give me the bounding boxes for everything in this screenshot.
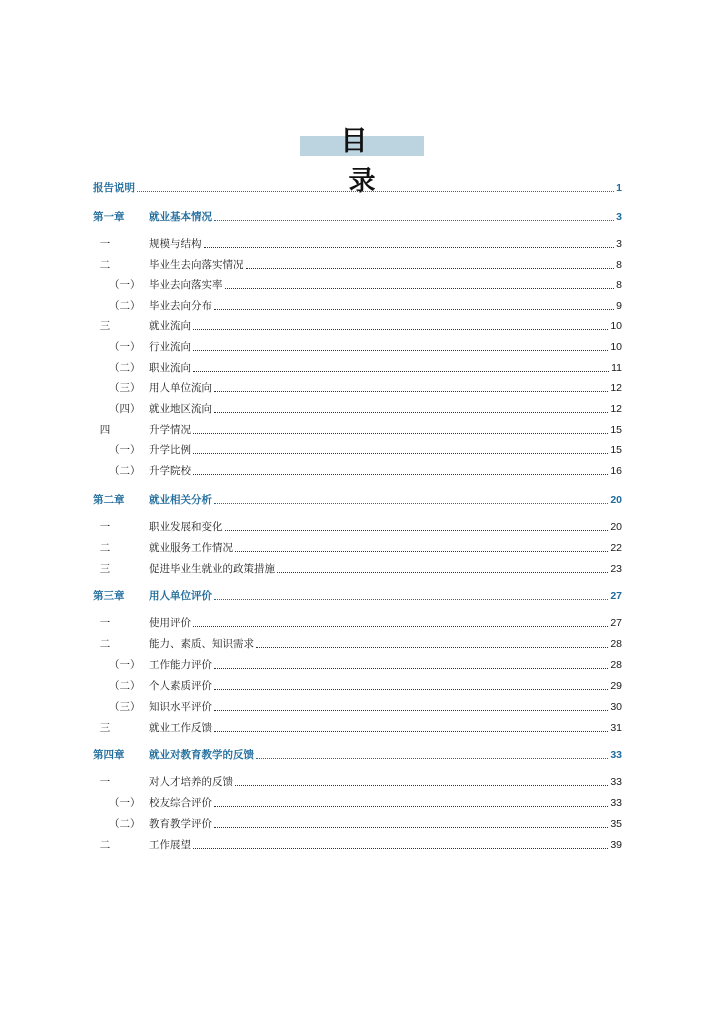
- dot-leader: [214, 689, 608, 690]
- toc-entry-label: 工作能力评价: [149, 659, 212, 671]
- toc-entry-sub[interactable]: [93, 357, 622, 375]
- toc-entry-sub[interactable]: [93, 295, 622, 313]
- toc-entry-section[interactable]: [93, 612, 622, 630]
- toc-entry-label: 个人素质评价: [149, 680, 212, 692]
- toc-entry-page-number: 20: [610, 521, 622, 533]
- dot-leader: [256, 647, 608, 648]
- toc-entry-label: 升学院校: [149, 465, 191, 477]
- toc-entry-page-number: 12: [610, 403, 622, 415]
- dot-leader: [137, 191, 614, 192]
- toc-entry-page-number: 16: [610, 465, 622, 477]
- dot-leader: [193, 848, 608, 849]
- toc-entry-chapter[interactable]: [93, 585, 622, 603]
- dot-leader: [193, 474, 608, 475]
- toc-entry-page-number: 15: [610, 424, 622, 436]
- page-title: 目 录: [340, 126, 392, 197]
- dot-leader: [204, 247, 615, 248]
- toc-entry-label: 使用评价: [149, 617, 191, 629]
- toc-entry-label: 就业流向: [149, 320, 191, 332]
- toc-entry-label: 就业基本情况: [149, 211, 212, 223]
- toc-entry-section[interactable]: [93, 254, 622, 272]
- dot-leader: [256, 758, 608, 759]
- toc-entry-sub[interactable]: [93, 460, 622, 478]
- toc-entry-label: 促进毕业生就业的政策措施: [149, 563, 275, 575]
- toc-entry-page-number: 20: [610, 494, 622, 506]
- dot-leader: [214, 599, 608, 600]
- toc-entry-number: 二: [99, 839, 111, 851]
- toc-entry-page-number: 29: [610, 680, 622, 692]
- toc-entry-label: 毕业生去向落实情况: [149, 259, 244, 271]
- toc-entry-label: 升学情况: [149, 424, 191, 436]
- toc-entry-page-number: 1: [616, 182, 622, 194]
- toc-entry-section[interactable]: [93, 419, 622, 437]
- dot-leader: [246, 268, 615, 269]
- toc-entry-page-number: 15: [610, 444, 622, 456]
- toc-entry-number: （三）: [109, 701, 141, 713]
- toc-entry-section[interactable]: [93, 516, 622, 534]
- dot-leader: [225, 530, 609, 531]
- dot-leader: [214, 220, 614, 221]
- toc-entry-number: 一: [99, 521, 111, 533]
- toc-entry-sub[interactable]: [93, 813, 622, 831]
- toc-entry-label: 职业发展和变化: [149, 521, 223, 533]
- toc-entry-page-number: 33: [610, 749, 622, 761]
- toc-entry-number: （二）: [109, 465, 141, 477]
- title-box: [314, 122, 409, 197]
- toc-entry-section[interactable]: [93, 633, 622, 651]
- toc-entry-sub[interactable]: [93, 792, 622, 810]
- toc-entry-number: （一）: [109, 797, 141, 809]
- toc-entry-label: 校友综合评价: [149, 797, 212, 809]
- toc-entry-sub[interactable]: [93, 377, 622, 395]
- dot-leader: [193, 329, 608, 330]
- toc-entry-number: （四）: [109, 403, 141, 415]
- toc-entry-page-number: 10: [610, 341, 622, 353]
- toc-entry-number: 三: [99, 563, 111, 575]
- toc-entry-number: 四: [99, 424, 111, 436]
- toc-entry-label: 规模与结构: [149, 238, 202, 250]
- dot-leader: [214, 309, 614, 310]
- toc-entry-number: 一: [99, 238, 111, 250]
- dot-leader: [214, 391, 608, 392]
- toc-entry-label: 职业流向: [149, 362, 191, 374]
- dot-leader: [214, 668, 608, 669]
- dot-leader: [214, 503, 608, 504]
- toc-entry-number: （一）: [109, 341, 141, 353]
- dot-leader: [214, 827, 608, 828]
- toc-entry-number: 第四章: [93, 749, 125, 761]
- toc-entry-page-number: 33: [610, 776, 622, 788]
- toc-entry-section[interactable]: [93, 834, 622, 852]
- toc-entry-number: （一）: [109, 659, 141, 671]
- toc-entry-chapter[interactable]: [93, 489, 622, 507]
- toc-entry-number: （一）: [109, 279, 141, 291]
- toc-entry-sub[interactable]: [93, 336, 622, 354]
- toc-entry-label: 就业服务工作情况: [149, 542, 233, 554]
- toc-entry-page-number: 30: [610, 701, 622, 713]
- toc-entry-page-number: 8: [616, 259, 622, 271]
- toc-entry-page-number: 39: [610, 839, 622, 851]
- toc-entry-section[interactable]: [93, 558, 622, 576]
- toc-entry-sub[interactable]: [93, 439, 622, 457]
- dot-leader: [214, 710, 608, 711]
- toc-entry-label: 能力、素质、知识需求: [149, 638, 254, 650]
- toc-entry-label: 对人才培养的反馈: [149, 776, 233, 788]
- dot-leader: [225, 288, 615, 289]
- toc-entry-number: 三: [99, 722, 111, 734]
- toc-entry-sub[interactable]: [93, 398, 622, 416]
- toc-entry-number: 第二章: [93, 494, 125, 506]
- toc-entry-page-number: 27: [610, 617, 622, 629]
- toc-entry-label: 工作展望: [149, 839, 191, 851]
- toc-entry-label: 就业地区流向: [149, 403, 212, 415]
- toc-entry-number: 三: [99, 320, 111, 332]
- toc-entry-label: 报告说明: [93, 182, 135, 194]
- toc-entry-section[interactable]: [93, 771, 622, 789]
- dot-leader: [214, 806, 608, 807]
- toc-entry-page-number: 28: [610, 659, 622, 671]
- toc-entry-number: 一: [99, 776, 111, 788]
- toc-entry-page-number: 22: [610, 542, 622, 554]
- toc-entry-label: 教育教学评价: [149, 818, 212, 830]
- toc-entry-number: 一: [99, 617, 111, 629]
- toc-entry-number: （一）: [109, 444, 141, 456]
- toc-entry-page-number: 33: [610, 797, 622, 809]
- toc-entry-number: （二）: [109, 818, 141, 830]
- toc-entry-page-number: 31: [610, 722, 622, 734]
- toc-entry-sub[interactable]: [93, 274, 622, 292]
- toc-entry-number: （二）: [109, 300, 141, 312]
- toc-entry-sub[interactable]: [93, 654, 622, 672]
- toc-entry-section[interactable]: [93, 717, 622, 735]
- toc-entry-page-number: 28: [610, 638, 622, 650]
- toc-entry-label: 就业相关分析: [149, 494, 212, 506]
- toc-entry-number: 第一章: [93, 211, 125, 223]
- toc-entry-number: （二）: [109, 680, 141, 692]
- toc-entry-section[interactable]: [93, 315, 622, 333]
- toc-entry-label: 就业工作反馈: [149, 722, 212, 734]
- toc-entry-page-number: 12: [610, 382, 622, 394]
- toc-entry-number: 第三章: [93, 590, 125, 602]
- toc-entry-page-number: 10: [610, 320, 622, 332]
- toc-entry-label: 毕业去向落实率: [149, 279, 223, 291]
- toc-entry-label: 毕业去向分布: [149, 300, 212, 312]
- dot-leader: [193, 433, 608, 434]
- toc-entry-number: 二: [99, 542, 111, 554]
- toc-entry-page-number: 8: [616, 279, 622, 291]
- toc-entry-chapter[interactable]: [93, 177, 622, 195]
- toc-entry-section[interactable]: [93, 233, 622, 251]
- toc-entry-page-number: 23: [610, 563, 622, 575]
- dot-leader: [193, 371, 609, 372]
- dot-leader: [235, 551, 608, 552]
- toc-entry-page-number: 3: [616, 211, 622, 223]
- toc-entry-label: 就业对教育教学的反馈: [149, 749, 254, 761]
- toc-entry-number: （二）: [109, 362, 141, 374]
- toc-entry-label: 用人单位评价: [149, 590, 212, 602]
- dot-leader: [277, 572, 608, 573]
- toc-entry-page-number: 3: [616, 238, 622, 250]
- toc-entry-chapter[interactable]: [93, 744, 622, 762]
- dot-leader: [235, 785, 608, 786]
- toc-entry-page-number: 11: [611, 362, 622, 374]
- toc-entry-label: 行业流向: [149, 341, 191, 353]
- toc-entry-label: 升学比例: [149, 444, 191, 456]
- dot-leader: [193, 350, 608, 351]
- dot-leader: [193, 453, 608, 454]
- toc-entry-page-number: 35: [610, 818, 622, 830]
- toc-entry-sub[interactable]: [93, 675, 622, 693]
- dot-leader: [214, 731, 608, 732]
- toc-entry-label: 用人单位流向: [149, 382, 212, 394]
- toc-entry-section[interactable]: [93, 537, 622, 555]
- dot-leader: [193, 626, 608, 627]
- toc-entry-chapter[interactable]: [93, 206, 622, 224]
- toc-entry-number: 二: [99, 638, 111, 650]
- toc-entry-page-number: 9: [616, 300, 622, 312]
- toc-entry-label: 知识水平评价: [149, 701, 212, 713]
- toc-entry-number: 二: [99, 259, 111, 271]
- toc-entry-page-number: 27: [610, 590, 622, 602]
- toc-entry-sub[interactable]: [93, 696, 622, 714]
- toc-entry-number: （三）: [109, 382, 141, 394]
- dot-leader: [214, 412, 608, 413]
